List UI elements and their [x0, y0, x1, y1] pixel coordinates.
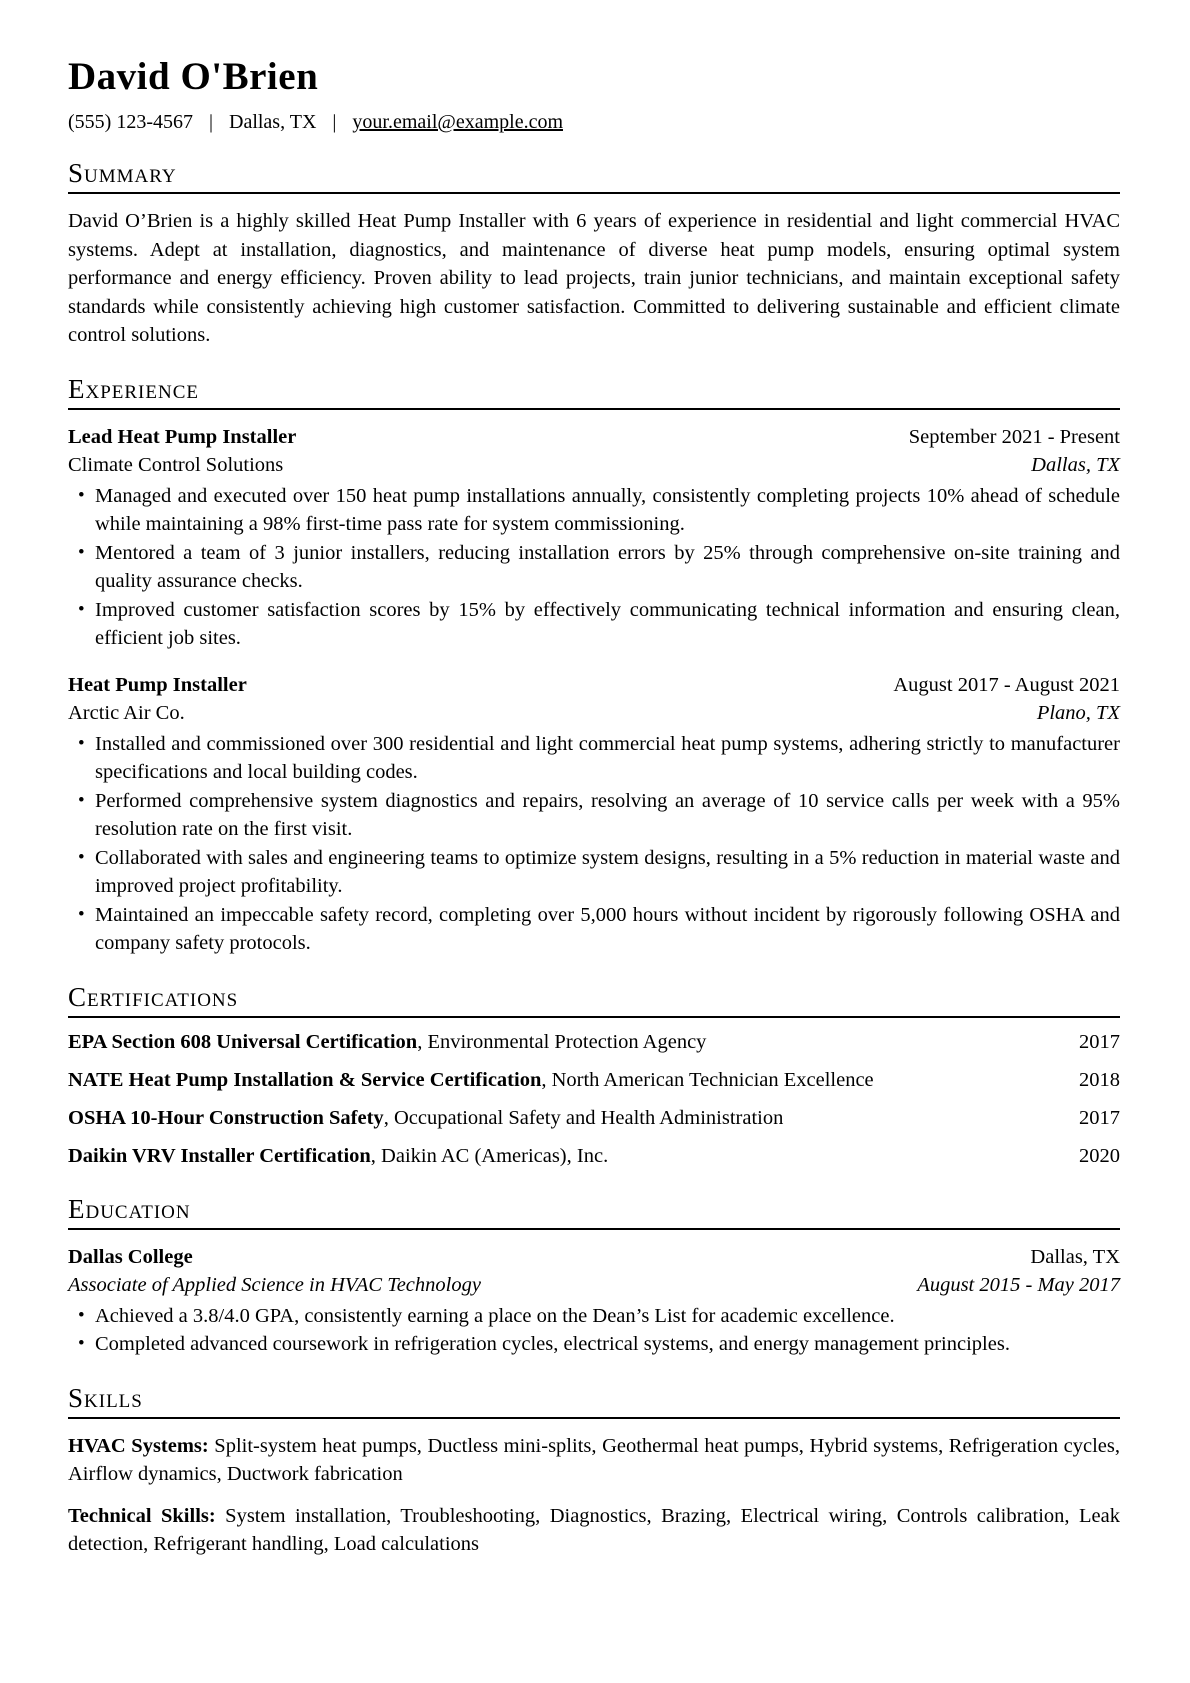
- section-skills: [68, 1383, 1120, 1559]
- contact-location: Dallas, TX: [229, 111, 317, 133]
- certification-name: Daikin VRV Installer Certification: [68, 1144, 371, 1167]
- certification-issuer: , Occupational Safety and Health Administration: [383, 1106, 784, 1129]
- school-location: Dallas, TX: [1030, 1245, 1120, 1268]
- certification-row: [68, 1104, 1120, 1132]
- school-name: Dallas College: [68, 1245, 193, 1268]
- certification-year: 2017: [1079, 1106, 1120, 1129]
- certification-text: [68, 1142, 608, 1170]
- job-entry: [68, 423, 1120, 653]
- degree-name: Associate of Applied Science in HVAC Technology: [68, 1273, 481, 1296]
- job-bullets: [68, 730, 1120, 958]
- job-bullet: • Improved customer satisfaction scores by 15% by effectively communicating technical information and ensuring clean, efficient job sites.: [95, 596, 1120, 653]
- education-bullet: • Achieved a 3.8/4.0 GPA, consistently earning a place on the Dean’s List for academic excellence.: [95, 1302, 1120, 1331]
- job-bullet: • Collaborated with sales and engineering teams to optimize system designs, resulting in a 5% reduction in material waste and improved project profitability.: [95, 844, 1120, 901]
- certification-name: NATE Heat Pump Installation & Service Certification: [68, 1068, 542, 1091]
- experience-heading: Experience: [68, 374, 1120, 410]
- section-summary: [68, 158, 1120, 350]
- summary-heading: Summary: [68, 158, 1120, 194]
- job-location: Dallas, TX: [1031, 453, 1120, 476]
- certification-row: [68, 1066, 1120, 1094]
- certification-name: EPA Section 608 Universal Certification: [68, 1030, 418, 1053]
- certification-year: 2018: [1079, 1068, 1120, 1091]
- job-bullet: • Mentored a team of 3 junior installers, reducing installation errors by 25% through comprehensive on-site training and quality assurance checks.: [95, 539, 1120, 596]
- certification-issuer: , Daikin AC (Americas), Inc.: [370, 1144, 609, 1167]
- section-experience: [68, 374, 1120, 958]
- skill-group: [68, 1432, 1120, 1489]
- certification-text: [68, 1028, 706, 1056]
- job-dates: September 2021 - Present: [908, 425, 1120, 448]
- section-education: [68, 1194, 1120, 1359]
- job-role: Lead Heat Pump Installer: [68, 425, 297, 448]
- education-bullets: [68, 1302, 1120, 1359]
- job-role: Heat Pump Installer: [68, 673, 247, 696]
- education-entry: [68, 1243, 1120, 1359]
- education-dates: August 2015 - May 2017: [917, 1273, 1120, 1296]
- certification-name: OSHA 10-Hour Construction Safety: [68, 1106, 384, 1129]
- job-bullet: • Managed and executed over 150 heat pump installations annually, consistently completing projects 10% ahead of schedule while maintaining a 98% first-time pass rate for system commissioning.: [95, 482, 1120, 539]
- skill-group-text: System installation, Troubleshooting, Diagnostics, Brazing, Electrical wiring, Controls calibration, Leak detection, Refrigerant handling, Load calculations: [68, 1504, 1120, 1555]
- skill-group-label: Technical Skills:: [68, 1504, 216, 1527]
- summary-text: David O’Brien is a highly skilled Heat Pump Installer with 6 years of experience in residential and light commercial HVAC systems. Adept at installation, diagnostics, and maintenance of diverse heat pump models, ensuring optimal system performance and energy efficiency. Proven ability to lead projects, train junior technicians, and maintain exceptional safety standards while consistently achieving high customer satisfaction. Committed to delivering sustainable and efficient climate control solutions.: [68, 210, 1120, 346]
- certification-text: [68, 1066, 874, 1094]
- skill-group-text: Split-system heat pumps, Ductless mini-splits, Geothermal heat pumps, Hybrid systems, Refrigeration cycles, Airflow dynamics, Ductwork fabrication: [68, 1434, 1121, 1485]
- education-heading: Education: [68, 1194, 1120, 1230]
- job-dates: August 2017 - August 2021: [893, 673, 1120, 696]
- job-bullet: • Maintained an impeccable safety record, completing over 5,000 hours without incident by rigorously following OSHA and company safety protocols.: [95, 901, 1120, 958]
- certification-issuer: , North American Technician Excellence: [541, 1068, 874, 1091]
- section-certifications: [68, 982, 1120, 1170]
- certification-year: 2017: [1079, 1030, 1120, 1053]
- certification-row: [68, 1142, 1120, 1170]
- job-bullet: • Performed comprehensive system diagnostics and repairs, resolving an average of 10 service calls per week with a 95% resolution rate on the first visit.: [95, 787, 1120, 844]
- certification-list: [68, 1028, 1120, 1170]
- skill-group: [68, 1502, 1120, 1559]
- skill-group-label: HVAC Systems:: [68, 1434, 209, 1457]
- contact-separator: |: [332, 111, 337, 133]
- job-company: Climate Control Solutions: [68, 453, 284, 476]
- certification-issuer: , Environmental Protection Agency: [417, 1030, 707, 1053]
- job-bullet: • Installed and commissioned over 300 residential and light commercial heat pump systems, adhering strictly to manufacturer specifications and local building codes.: [95, 730, 1120, 787]
- contact-row: [68, 111, 1120, 134]
- email-link[interactable]: your.email@example.com: [352, 111, 563, 133]
- certification-row: [68, 1028, 1120, 1056]
- certifications-heading: Certifications: [68, 982, 1120, 1018]
- job-location: Plano, TX: [1036, 701, 1120, 724]
- certification-text: [68, 1104, 783, 1132]
- contact-separator: |: [208, 111, 213, 133]
- candidate-name: David O'Brien: [68, 55, 319, 98]
- skills-heading: Skills: [68, 1383, 1120, 1419]
- certification-year: 2020: [1079, 1144, 1120, 1167]
- job-entry: [68, 671, 1120, 958]
- education-bullet: • Completed advanced coursework in refrigeration cycles, electrical systems, and energy management principles.: [95, 1330, 1120, 1359]
- phone-number: (555) 123-4567: [68, 111, 193, 133]
- job-bullets: [68, 482, 1120, 653]
- job-company: Arctic Air Co.: [68, 701, 185, 724]
